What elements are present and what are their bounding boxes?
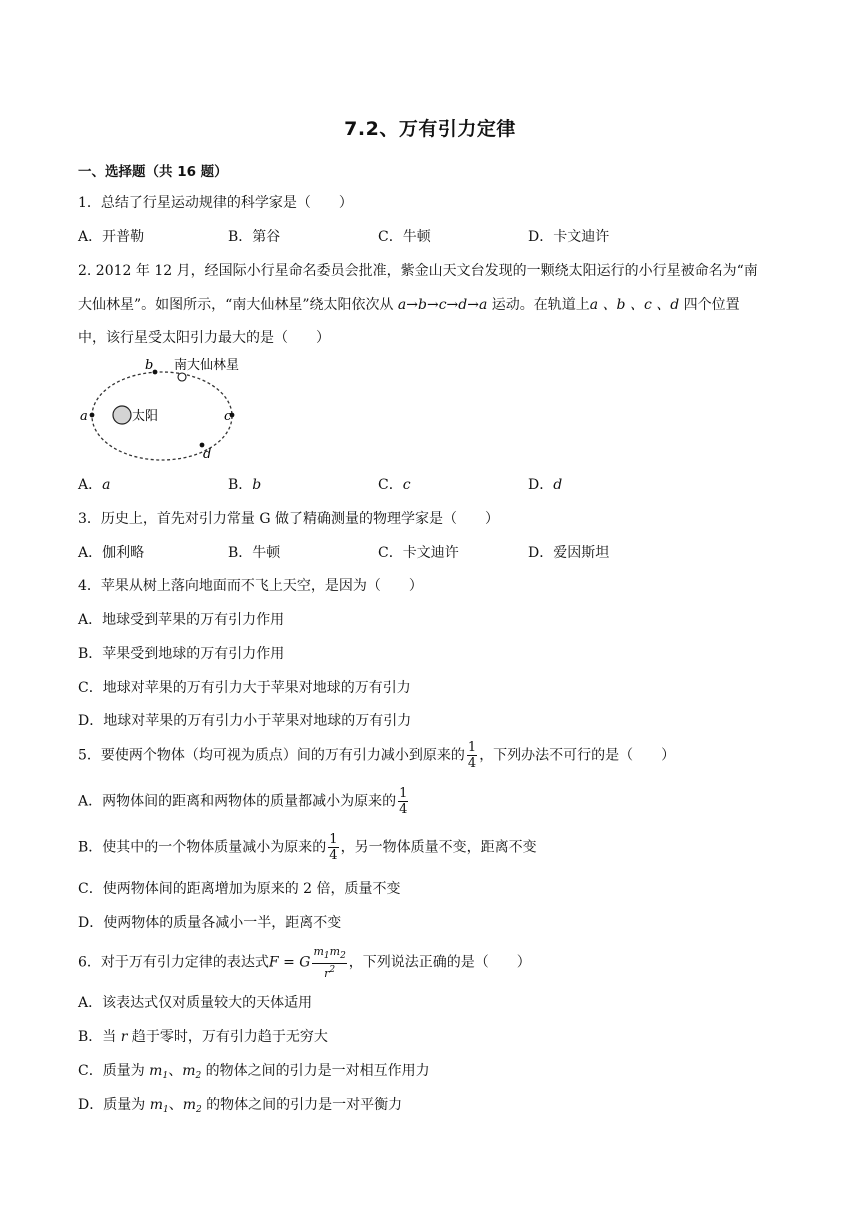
q2-option-d: D．d bbox=[528, 477, 563, 493]
orbit-path-text: a→b→c→d→a bbox=[397, 297, 488, 313]
q3-option-b: B．牛顿 bbox=[228, 545, 281, 561]
sun-label: 太阳 bbox=[132, 409, 159, 424]
fraction-one-quarter: $\frac{1}{4}$ bbox=[399, 786, 408, 817]
q5-option-a: A．两物体间的距离和两物体的质量都减小为原来的 $\frac{1}{4}$ bbox=[78, 786, 408, 817]
question-2-line-2: 大仙林星”。如图所示，“南大仙林星”绕太阳依次从 a→b→c→d→a 运动。在轨道上a 、b 、c 、d 四个位置 bbox=[78, 297, 740, 313]
q4-option-c: C．地球对苹果的万有引力大于苹果对地球的万有引力 bbox=[78, 680, 411, 696]
q6-option-c: C．质量为 $m_1$、$m_2$ 的物体之间的引力是一对相互作用力 bbox=[78, 1063, 430, 1081]
q4-option-d: D．地球对苹果的万有引力小于苹果对地球的万有引力 bbox=[78, 713, 412, 729]
fraction-one-quarter: $\frac{1}{4}$ bbox=[329, 832, 338, 863]
question-2-line-3: 中，该行星受太阳引力最大的是（ ） bbox=[78, 330, 330, 346]
q6-option-a: A．该表达式仅对质量较大的天体适用 bbox=[78, 995, 313, 1011]
formula-lhs: F = G bbox=[268, 954, 311, 971]
q5-option-b: B．使其中的一个物体质量减小为原来的 $\frac{1}{4}$ ，另一物体质量不变，距离不变 bbox=[78, 832, 537, 863]
positions-text: a 、b 、c 、d bbox=[589, 297, 680, 313]
section-heading: 一、选择题（共 16 题） bbox=[78, 164, 228, 180]
q2-option-c: C．c bbox=[378, 477, 411, 493]
point-b-label: b bbox=[145, 358, 154, 373]
fraction-one-quarter: $\frac{1}{4}$ bbox=[467, 740, 477, 771]
point-c-label: c bbox=[224, 409, 232, 424]
q3-option-d: D．爱因斯坦 bbox=[528, 545, 610, 561]
point-d-label: d bbox=[203, 447, 212, 462]
point-a-label: a bbox=[80, 409, 88, 424]
asteroid-icon bbox=[178, 373, 186, 381]
orbit-diagram bbox=[76, 352, 276, 462]
q5-option-c: C．使两物体间的距离增加为原来的 2 倍，质量不变 bbox=[78, 881, 401, 897]
q1-option-a: A．开普勒 bbox=[78, 229, 145, 245]
point-a-dot bbox=[90, 413, 95, 418]
q6-option-d: D．质量为 $m_1$、$m_2$ 的物体之间的引力是一对平衡力 bbox=[78, 1097, 403, 1115]
question-4-stem: 4．苹果从树上落向地面而不飞上天空，是因为（ ） bbox=[78, 578, 423, 594]
q3-option-a: A．伽利略 bbox=[78, 545, 145, 561]
question-6-stem: 6．对于万有引力定律的表达式F = G $\frac{m_1m_2}{r^2}$ ，下列说法正确的是（ ） bbox=[78, 945, 531, 980]
q1-option-b: B．第谷 bbox=[228, 229, 281, 245]
q1-option-c: C．牛顿 bbox=[378, 229, 431, 245]
asteroid-label: 南大仙林星 bbox=[174, 358, 240, 373]
q1-option-d: D．卡文迪许 bbox=[528, 229, 610, 245]
formula-fraction: $\frac{m_1m_2}{r^2}$ bbox=[313, 945, 346, 980]
sun-icon bbox=[113, 406, 131, 424]
question-5-stem: 5．要使两个物体（均可视为质点）间的万有引力减小到原来的 $\frac{1}{4}$ ，下列办法不可行的是（ ） bbox=[78, 740, 676, 771]
q5-option-d: D．使两物体的质量各减小一半，距离不变 bbox=[78, 915, 342, 931]
q3-option-c: C．卡文迪许 bbox=[378, 545, 459, 561]
page-title: 7.2、万有引力定律 bbox=[344, 118, 516, 140]
q4-option-b: B．苹果受到地球的万有引力作用 bbox=[78, 646, 285, 662]
q2-option-a: A．a bbox=[78, 477, 111, 493]
q4-option-a: A．地球受到苹果的万有引力作用 bbox=[78, 612, 285, 628]
question-1-stem: 1．总结了行星运动规律的科学家是（ ） bbox=[78, 195, 353, 211]
question-3-stem: 3．历史上，首先对引力常量 G 做了精确测量的物理学家是（ ） bbox=[78, 511, 499, 527]
question-2-line-1: 2. 2012 年 12 月，经国际小行星命名委员会批准，紫金山天文台发现的一颗绕太阳运行的小行星被命名为“南 bbox=[78, 263, 758, 279]
q6-option-b: B．当 r 趋于零时，万有引力趋于无穷大 bbox=[78, 1029, 328, 1045]
q2-option-b: B．b bbox=[228, 477, 262, 493]
